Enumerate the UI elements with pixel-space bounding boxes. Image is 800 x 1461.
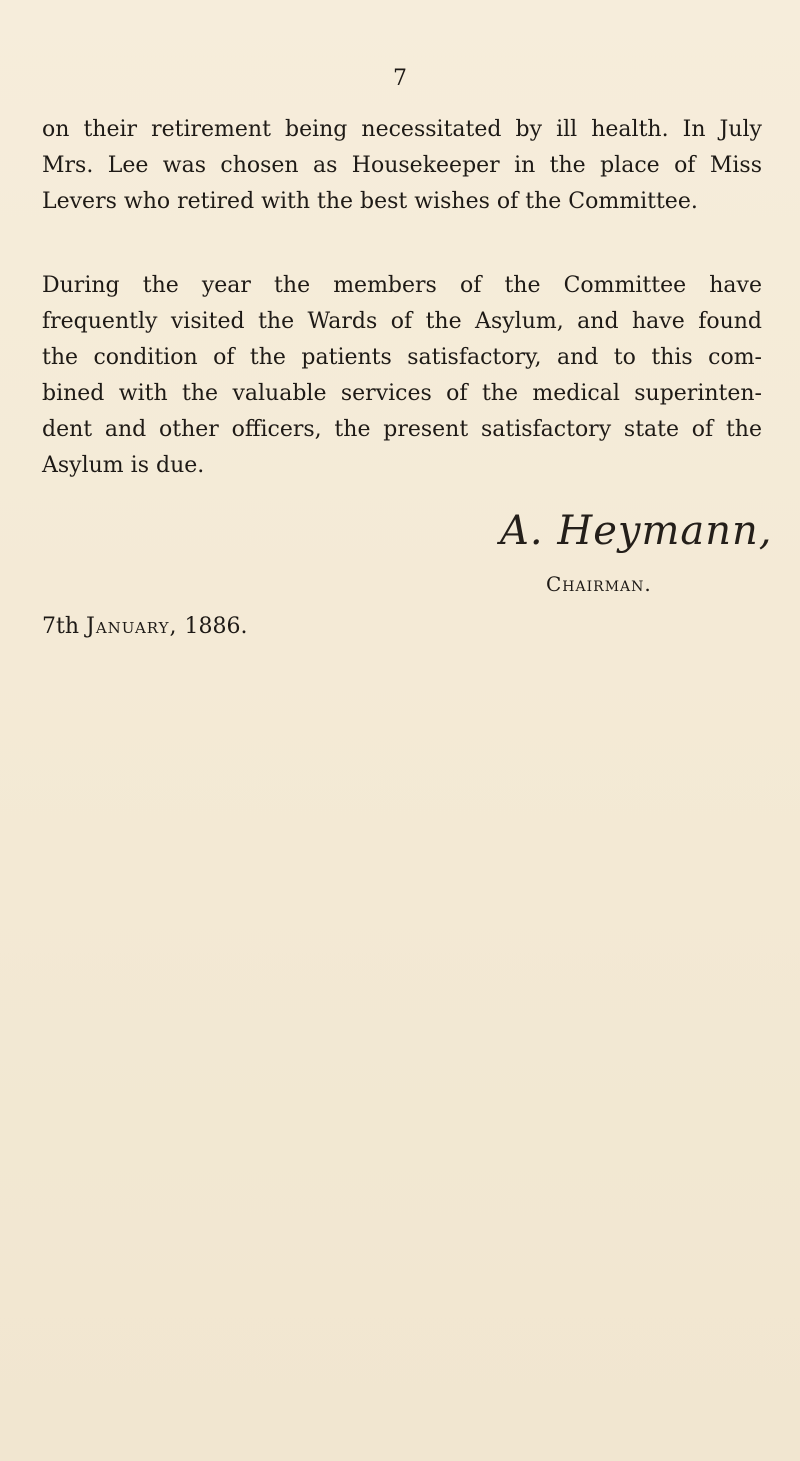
paragraph-line: on their retirement being necessitated by ill health. In July: [42, 117, 762, 142]
paragraph-retirement: [42, 112, 762, 220]
paragraph-line: Mrs. Lee was chosen as Housekeeper in the place of Miss: [42, 153, 762, 178]
paragraph-line: frequently visited the Wards of the Asylum, and have found: [42, 309, 762, 334]
paragraph-committee-visits: [42, 268, 762, 484]
paragraph-line: Asylum is due.: [42, 453, 205, 478]
paragraph-line: the condition of the patients satisfactory, and to this com-: [42, 345, 762, 370]
paragraph-line: Levers who retired with the best wishes of the Committee.: [42, 189, 698, 214]
date-year: 1886.: [184, 614, 248, 639]
signature-title: Chairman.: [546, 572, 652, 596]
date-day: 7th: [42, 614, 80, 639]
date-month: January,: [86, 614, 178, 639]
paragraph-line: bined with the valuable services of the medical superinten-: [42, 381, 762, 406]
document-date: [42, 614, 248, 639]
page-number: 7: [393, 66, 407, 91]
chairman-signature: A. Heymann,: [500, 508, 773, 554]
paragraph-line: dent and other officers, the present satisfactory state of the: [42, 417, 762, 442]
paragraph-line: During the year the members of the Committee have: [42, 273, 762, 298]
